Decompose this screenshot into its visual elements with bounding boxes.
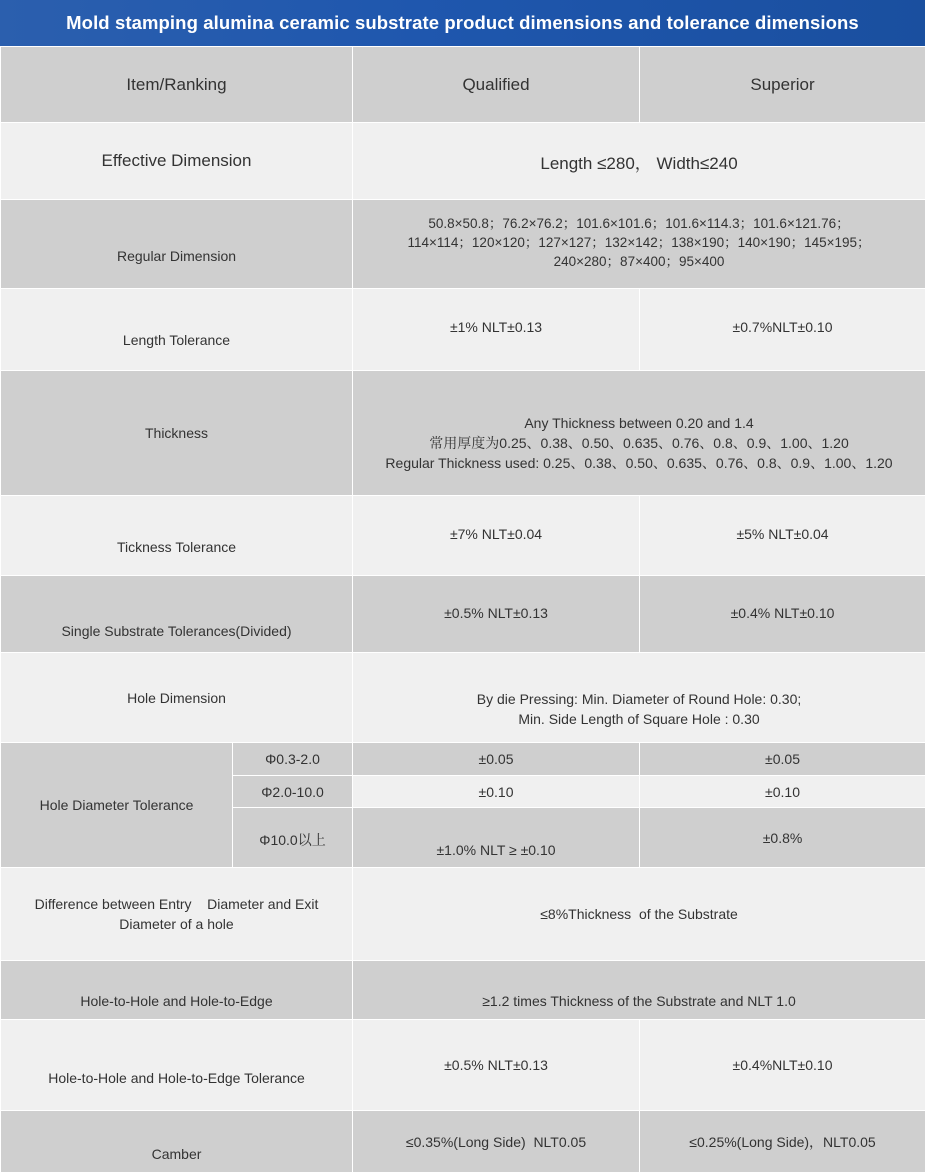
thickness-line: 常用厚度为0.25、0.38、0.50、0.635、0.76、0.8、0.9、1.00、1.20 [429, 435, 849, 451]
effective-dimension-label: Effective Dimension [1, 123, 353, 200]
thickness-tolerance-superior: ±5% NLT±0.04 [640, 496, 925, 576]
header-superior: Superior [640, 47, 925, 123]
regular-dimension-line: 114×114；120×120；127×127；132×142；138×190；140×190；145×195； [407, 235, 871, 250]
spec-table [0, 46, 925, 1173]
hole-dimension-line: Min. Side Length of Square Hole : 0.30 [518, 711, 760, 727]
single-substrate-qualified: ±0.5% NLT±0.13 [353, 576, 640, 653]
hole-to-hole-tolerance-label: Hole-to-Hole and Hole-to-Edge Tolerance [1, 1020, 353, 1111]
camber-qualified: ≤0.35%(Long Side) NLT0.05 [353, 1111, 640, 1173]
hole-to-hole-tolerance-qualified: ±0.5% NLT±0.13 [353, 1020, 640, 1111]
row-single-substrate [1, 576, 925, 653]
thickness-line: Regular Thickness used: 0.25、0.38、0.50、0.635、0.76、0.8、0.9、1.00、1.20 [385, 455, 893, 471]
row-hole-to-hole-tolerance [1, 1020, 925, 1111]
entry-exit-value: ≤8%Thickness of the Substrate [353, 868, 925, 961]
camber-superior: ≤0.25%(Long Side)，NLT0.05 [640, 1111, 925, 1173]
hole-range-2-qualified: ±0.10 [353, 776, 640, 808]
hole-diameter-tolerance-label: Hole Diameter Tolerance [1, 743, 233, 868]
thickness-line: Any Thickness between 0.20 and 1.4 [524, 415, 754, 431]
row-camber [1, 1111, 925, 1173]
hole-range-3-superior: ±0.8% [640, 808, 925, 868]
regular-dimension-value [353, 200, 925, 289]
hole-range-3: Φ10.0以上 [233, 808, 353, 868]
hole-range-3-qualified: ±1.0% NLT ≥ ±0.10 [353, 808, 640, 868]
regular-dimension-line: 240×280；87×400；95×400 [553, 254, 725, 269]
hole-dimension-label: Hole Dimension [1, 653, 353, 743]
row-length-tolerance [1, 289, 925, 371]
hole-dimension-value [353, 653, 925, 743]
row-thickness-tolerance [1, 496, 925, 576]
row-entry-exit-difference [1, 868, 925, 961]
header-row [1, 47, 925, 123]
entry-exit-label-line: Difference between Entry Diameter and Exit [34, 896, 319, 912]
hole-to-hole-label: Hole-to-Hole and Hole-to-Edge [1, 961, 353, 1020]
row-effective-dimension [1, 123, 925, 200]
header-item: Item/Ranking [1, 47, 353, 123]
row-hole-to-hole [1, 961, 925, 1020]
hole-range-1-qualified: ±0.05 [353, 743, 640, 776]
hole-dimension-line: By die Pressing: Min. Diameter of Round Hole: 0.30; [476, 691, 802, 707]
page-title: Mold stamping alumina ceramic substrate product dimensions and tolerance dimensions [0, 0, 925, 46]
thickness-tolerance-label: Tickness Tolerance [1, 496, 353, 576]
regular-dimension-line: 50.8×50.8；76.2×76.2；101.6×101.6；101.6×114.3；101.6×121.76； [428, 216, 850, 231]
length-tolerance-qualified: ±1% NLT±0.13 [353, 289, 640, 371]
length-tolerance-superior: ±0.7%NLT±0.10 [640, 289, 925, 371]
single-substrate-superior: ±0.4% NLT±0.10 [640, 576, 925, 653]
thickness-tolerance-qualified: ±7% NLT±0.04 [353, 496, 640, 576]
entry-exit-label-line: Diameter of a hole [119, 916, 234, 932]
thickness-label: Thickness [1, 371, 353, 496]
length-tolerance-label: Length Tolerance [1, 289, 353, 371]
row-hole-dimension [1, 653, 925, 743]
hole-range-2-superior: ±0.10 [640, 776, 925, 808]
single-substrate-label: Single Substrate Tolerances(Divided) [1, 576, 353, 653]
row-thickness [1, 371, 925, 496]
header-qualified: Qualified [353, 47, 640, 123]
effective-dimension-value: Length ≤280， Width≤240 [353, 123, 925, 200]
thickness-value [353, 371, 925, 496]
hole-range-1-superior: ±0.05 [640, 743, 925, 776]
regular-dimension-label: Regular Dimension [1, 200, 353, 289]
hole-range-2: Φ2.0-10.0 [233, 776, 353, 808]
row-regular-dimension [1, 200, 925, 289]
row-hole-diameter-1 [1, 743, 925, 776]
hole-to-hole-tolerance-superior: ±0.4%NLT±0.10 [640, 1020, 925, 1111]
entry-exit-label [1, 868, 353, 961]
camber-label: Camber [1, 1111, 353, 1173]
hole-range-1: Φ0.3-2.0 [233, 743, 353, 776]
hole-to-hole-value: ≥1.2 times Thickness of the Substrate and NLT 1.0 [353, 961, 925, 1020]
